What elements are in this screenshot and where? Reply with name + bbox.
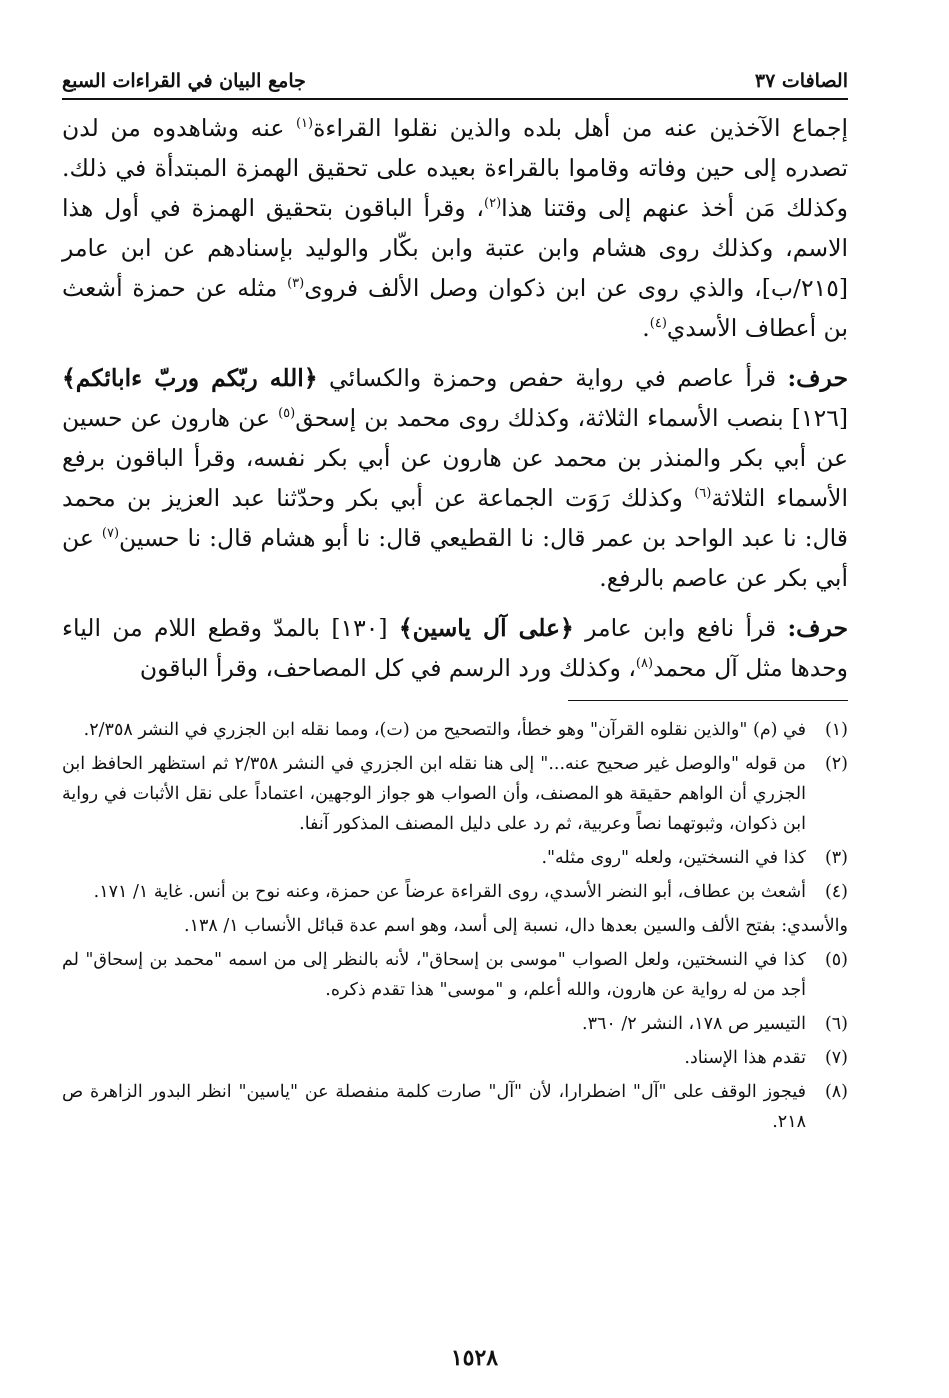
footnote-text: فيجوز الوقف على "آل" اضطرارا، لأن "آل" صارت كلمة منفصلة عن "ياسين" انظر البدور الزاهرة ص ٢١٨. xyxy=(62,1082,806,1132)
footnote-number: (٥) xyxy=(824,950,848,970)
footnote-number: (٤) xyxy=(824,882,848,902)
footnote-ref: (٨) xyxy=(635,656,654,672)
footnote-text: في (م) "والذين نقلوه القرآن" وهو خطأ، والتصحيح من (ت)، ومما نقله ابن الجزري في النشر ٢/٣٥٨. xyxy=(83,720,806,740)
footnote-number: (١) xyxy=(824,720,848,740)
footnote-text: كذا في النسختين، ولعل الصواب "موسى بن إسحاق"، لأنه بالنظر إلى من اسمه "محمد بن إسحاق" لم أجد من له رواية عن هارون، والله أعلم، و "موسى" هذا تقدم ذكره. xyxy=(62,950,806,1000)
paragraph xyxy=(62,358,848,598)
text-segment: إجماع الآخذين عنه من أهل بلده والذين نقلوا القراءة xyxy=(313,114,848,142)
footnote xyxy=(62,843,848,873)
quran-quote: ﴿الله ربّكم وربّ ءابائكم﴾ xyxy=(62,364,318,392)
footnote-number: (٨) xyxy=(824,1082,848,1102)
text-segment: ، وقرأ الباقون بتحقيق الهمزة في أول هذا الاسم، وكذلك روى هشام وابن عتبة وابن بكّار والوليد بإسنادهم عن ابن عامر [٢١٥/ب]، والذي روى عن ابن ذكوان وصل الألف فروى xyxy=(62,194,848,302)
footnote-number: (٣) xyxy=(824,848,848,868)
text-segment: قرأ نافع وابن عامر xyxy=(573,614,788,642)
footnote-ref: (٤) xyxy=(649,316,667,332)
main-text xyxy=(62,108,848,688)
footnote-text: كذا في النسختين، ولعله "روى مثله". xyxy=(541,848,806,868)
running-header xyxy=(62,58,848,100)
quran-quote: ﴿على آل ياسين﴾ xyxy=(398,614,574,642)
footnote-number: (٧) xyxy=(824,1048,848,1068)
footnote-number: (٢) xyxy=(824,754,848,774)
footnote xyxy=(62,1077,848,1137)
entry-label: حرف: xyxy=(787,614,848,642)
footnote-ref: (١) xyxy=(295,116,314,132)
text-segment: مثله عن حمزة أشعث بن أعطاف الأسدي xyxy=(62,274,848,342)
footnote-ref: (٦) xyxy=(694,486,712,502)
text-segment: . xyxy=(642,314,650,342)
footnote-text: والأسدي: بفتح الألف والسين بعدها دال، نسبة إلى أسد، وهو اسم عدة قبائل الأنساب ١/ ١٣٨. xyxy=(183,916,848,936)
footnote-ref: (٥) xyxy=(278,406,296,422)
footnote-ref: (٣) xyxy=(287,276,305,292)
header-chapter: الصافات ٣٧ xyxy=(754,70,848,92)
text-segment: وكذلك رَوَت الجماعة عن أبي بكر وحدّثنا عبد العزيز بن محمد قال: نا عبد الواحد بن عمر قال: نا القطيعي قال: نا أبو هشام قال: نا حسين xyxy=(62,484,848,552)
footnote xyxy=(62,749,848,839)
footnote-ref: (٢) xyxy=(484,196,502,212)
text-segment: عن أبي بكر عن عاصم بالرفع. xyxy=(62,524,848,592)
page-number: ١٥٢٨ xyxy=(450,1345,499,1371)
footnotes xyxy=(62,715,848,1137)
footnote-ref: (٧) xyxy=(101,526,120,542)
footnote-divider xyxy=(568,700,848,701)
footnote-number: (٦) xyxy=(824,1014,848,1034)
footnote-text: التيسير ص ١٧٨، النشر ٢/ ٣٦٠. xyxy=(582,1014,806,1034)
footnote xyxy=(62,945,848,1005)
paragraph xyxy=(62,608,848,688)
footnote xyxy=(62,877,848,907)
page xyxy=(62,58,848,1141)
footnote-text: أشعث بن عطاف، أبو النضر الأسدي، روى القراءة عرضاً عن حمزة، وعنه نوح بن أنس. غاية ١/ ١٧١. xyxy=(93,882,806,902)
text-segment: ، وكذلك ورد الرسم في كل المصاحف، وقرأ الباقون xyxy=(139,654,636,682)
paragraph xyxy=(62,108,848,348)
footnote xyxy=(62,715,848,745)
entry-label: حرف: xyxy=(787,364,848,392)
footnote-text: تقدم هذا الإسناد. xyxy=(684,1048,806,1068)
text-segment: [١٢٦] بنصب الأسماء الثلاثة، وكذلك روى محمد بن إسحق xyxy=(295,404,848,432)
footnote-text: من قوله "والوصل غير صحيح عنه..." إلى هنا نقله ابن الجزري في النشر ٢/٣٥٨ ثم استظهر الحافظ ابن الجزري أن الواهم حقيقة هو المصنف، وأن الصواب هو جواز الوجهين، اعتماداً على نقل الأثبات في رواية ابن ذكوان، وثبوتهما نصاً وعربية، ثم رد على دليل المصنف المذكور آنفا. xyxy=(62,754,806,834)
footnote xyxy=(62,911,848,941)
text-segment: عن هارون عن حسين عن أبي بكر والمنذر بن محمد عن هارون عن أبي بكر نفسه، وقرأ الباقون برفع الأسماء الثلاثة xyxy=(62,404,848,512)
text-segment: عنه وشاهدوه من لدن تصدره إلى حين وفاته وقاموا بالقراءة بعيده على تحقيق الهمزة المبتدأة في ذلك. وكذلك مَن أخذ عنهم إلى وقتنا هذا xyxy=(62,114,848,222)
header-book-title: جامع البيان في القراءات السبع xyxy=(62,70,306,92)
footnote xyxy=(62,1043,848,1073)
text-segment: [١٣٠] بالمدّ وقطع اللام من الياء وحدها مثل آل محمد xyxy=(62,614,848,682)
footnote xyxy=(62,1009,848,1039)
text-segment: قرأ عاصم في رواية حفص وحمزة والكسائي xyxy=(317,364,788,392)
